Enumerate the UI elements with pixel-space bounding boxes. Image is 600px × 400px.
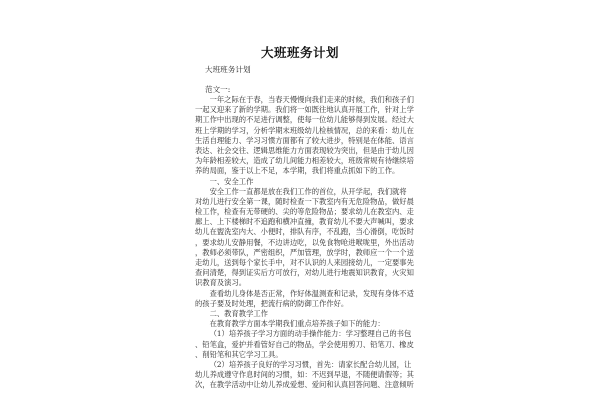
text-line: 走幼儿，送到每个家长手中，对不认识的人来园接幼儿，一定要事先 <box>195 258 414 267</box>
text-line: 次，在教学活动中让幼儿养成爱想、爱问和认真回答问题、注意倾听 <box>195 380 414 390</box>
text-line: 一起又迎来了新的学期。我们将一如既往地认真开展工作，针对上学 <box>195 105 414 115</box>
teaching-item-1 <box>195 329 421 360</box>
section-heading-teaching: 二、教育教学工作 <box>209 308 268 318</box>
section-heading-safety: 一、安全工作 <box>209 176 254 186</box>
text-line: 检工作，检查有无带硬的、尖的等危险物品；要求幼儿在教室内、走 <box>195 207 414 217</box>
document-body <box>195 95 421 390</box>
document-subtitle: 大班班务计划 <box>205 65 251 74</box>
teaching-paragraph <box>195 319 421 329</box>
health-paragraph <box>195 289 421 309</box>
text-line: 一年之际在于春，当春天慢慢向我们走来的时候，我们和孩子们 <box>209 95 414 104</box>
text-line: 班上学期的学习，分析学期末班级幼儿检核情况，总的来看：幼儿在 <box>195 125 414 135</box>
intro-paragraph <box>195 95 421 177</box>
text-line: 表达、社会交往、逻辑思维能力方面表现较为突出，但是由于幼儿因 <box>195 145 414 155</box>
text-line: 养的局面，鉴于以上不足，本学期，我们将重点抓如下的工作。 <box>195 166 400 176</box>
text-line: 幼儿养成遵守作息时间的习惯，如：不迟到早退，不随便请假等；其 <box>195 370 414 380</box>
document-title: 大班班务计划 <box>260 45 339 60</box>
text-line: 为年龄相差较大，造成了幼儿间能力相差较大，班级常规有待继续培 <box>195 156 414 166</box>
text-line: 廊上、上下楼梯时不追跑和横冲直撞，教育幼儿不要大声喊叫，要求 <box>195 217 414 227</box>
text-line: 查问清楚，得到证实后方可放行，对幼儿进行地震知识教育，火灾知 <box>195 268 414 278</box>
teaching-item-2 <box>195 360 421 391</box>
text-line: 生活自理能力、学习习惯方面都有了较大进步，特别是在体能、语言 <box>195 135 414 145</box>
text-line: ，教师必须带队，严密组织，严加管理，放学时，教师应一个一个送 <box>195 247 414 257</box>
text-line: （1）培养孩子学习方面的动手操作能力：学习整理自己的书包 <box>209 329 412 339</box>
sample-label: 范文一: <box>205 85 231 94</box>
safety-paragraph <box>195 187 421 289</box>
text-line: 期工作中出现的不足进行调整，使每一位幼儿能够得到发展。经过大 <box>195 115 414 125</box>
text-line: 识教育及演习。 <box>195 278 247 288</box>
text-line: 幼儿在盥洗室内大、小便时，排队有序，不乱跑，当心滑倒，吃饭时 <box>195 227 414 237</box>
text-line: 安全工作一直都是放在我们工作的首位，从开学起，我们就将 <box>209 186 407 196</box>
text-line: 在教育教学方面本学期我们重点培养孩子如下的能力： <box>209 319 385 329</box>
text-line: 的孩子要及时处理，把流行病的防御工作作好。 <box>195 298 349 308</box>
text-line: 、削铅笔和其它学习工具。 <box>195 349 283 359</box>
text-line: ，要求幼儿安静用餐，不边讲边吃，以免食物呛进喉咙里，外出活动 <box>195 237 414 247</box>
text-line: 对幼儿进行安全第一课，随时检查一下教室内有无危险物品，做好晨 <box>195 196 414 206</box>
text-line: 查看幼儿身体是否正常，作好体温测查和记录，发现有身体不适 <box>209 288 414 298</box>
text-line: （2）培养孩子良好的学习习惯，首先：请家长配合幼儿园，让 <box>209 359 412 369</box>
text-line: 、铅笔盒，爱护并看管好自己的物品，学会使用剪刀、铅笔刀、橡皮 <box>195 339 414 349</box>
